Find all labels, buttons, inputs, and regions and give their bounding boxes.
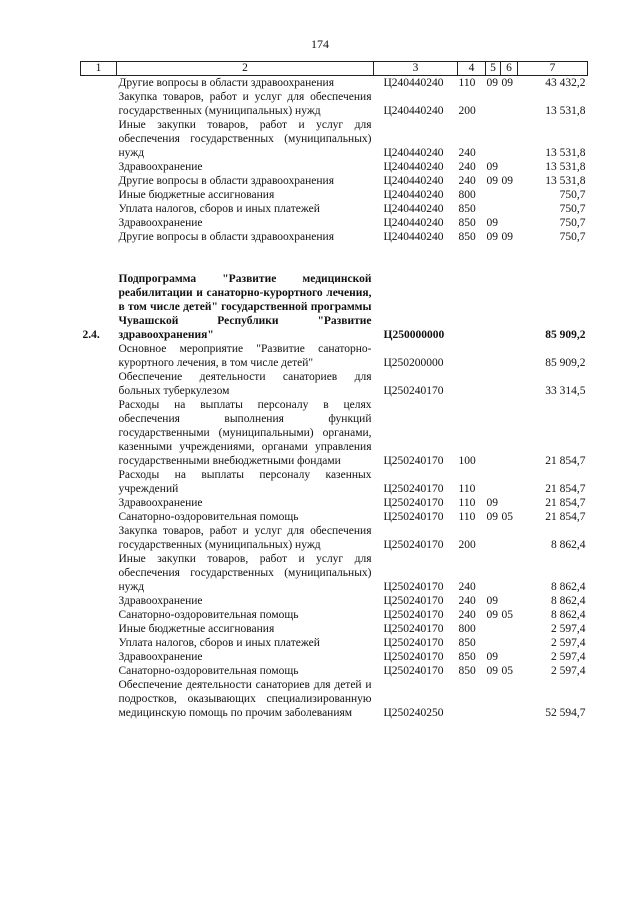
row-section [486,552,501,594]
budget-table [80,61,588,720]
row-subsection [501,118,518,160]
table-row [81,608,588,622]
row-subsection [501,342,518,370]
row-amount: 21 854,7 [545,455,586,467]
row-section: 09 [486,497,498,509]
row-target-code: Ц240440240 [383,147,444,159]
row-expense-type: 110 [458,497,476,509]
row-amount: 750,7 [559,231,586,243]
row-expense-type: 800 [458,189,476,201]
row-section [486,524,501,552]
row-target-code: Ц250240170 [383,623,444,635]
row-description: Расходы на выплаты персоналу в целях обеспечения выполнения функций государственными (муниципальными) органами, казенными учреждениями, органами управления государственными внебюджетными фондами [118,399,372,467]
row-number [81,650,117,664]
row-target-code: Ц250240170 [383,385,444,397]
row-description: Здравоохранение [118,651,203,663]
row-amount: 8 862,4 [551,595,586,607]
row-subsection [501,650,518,664]
row-description: Другие вопросы в области здравоохранения [118,77,334,89]
row-amount: 750,7 [559,217,586,229]
row-number [81,552,117,594]
row-section: 09 [486,651,498,663]
row-amount: 21 854,7 [545,483,586,495]
row-amount: 13 531,8 [545,161,586,173]
row-section [486,202,501,216]
row-target-code: Ц240440240 [383,175,444,187]
row-amount: 21 854,7 [545,511,586,523]
header-cell: 2 [117,62,374,76]
row-number [81,160,117,174]
row-section [486,678,501,720]
row-target-code: Ц250000000 [383,329,445,341]
row-amount: 2 597,4 [551,665,586,677]
table-row [81,76,588,91]
row-subsection [501,496,518,510]
row-section [486,398,501,468]
row-subsection [501,468,518,496]
table-row [81,496,588,510]
row-subsection [501,622,518,636]
row-description: Закупка товаров, работ и услуг для обеспечения государственных (муниципальных) нужд [118,525,372,551]
row-target-code: Ц250240170 [383,637,444,649]
row-section [486,468,501,496]
row-number [81,398,117,468]
row-description: Санаторно-оздоровительная помощь [118,511,299,523]
row-expense-type: 850 [458,231,476,243]
row-amount: 85 909,2 [545,357,586,369]
header-cell: 3 [374,62,458,76]
row-number [81,608,117,622]
row-expense-type: 240 [458,161,476,173]
row-number [81,664,117,678]
row-number [81,76,117,91]
table-row [81,188,588,202]
row-target-code: Ц240440240 [383,189,444,201]
row-target-code: Ц250240170 [383,497,444,509]
row-section: 09 [486,77,498,89]
row-expense-type: 110 [458,483,476,495]
row-target-code: Ц240440240 [383,161,444,173]
table-row [81,118,588,160]
table-row [81,230,588,244]
row-amount: 85 909,2 [545,329,586,341]
header-cell: 7 [518,62,588,76]
table-row [81,622,588,636]
row-amount: 43 432,2 [545,77,586,89]
row-description: Иные бюджетные ассигнования [118,189,275,201]
row-amount: 8 862,4 [551,581,586,593]
table-row [81,468,588,496]
row-target-code: Ц240440240 [383,231,444,243]
row-target-code: Ц250240170 [383,483,444,495]
row-subsection [501,216,518,230]
table-row [81,90,588,118]
row-expense-type: 850 [458,217,476,229]
row-section: 09 [486,175,498,187]
row-description: Уплата налогов, сборов и иных платежей [118,203,320,215]
row-target-code: Ц240440240 [383,203,444,215]
row-target-code: Ц250240170 [383,595,444,607]
row-number [81,524,117,552]
table-row [81,524,588,552]
row-number [81,370,117,398]
row-section: 09 [486,609,498,621]
row-description: Закупка товаров, работ и услуг для обеспечения государственных (муниципальных) нужд [118,91,372,117]
row-number [81,216,117,230]
row-target-code: Ц250240170 [383,455,444,467]
row-subsection [501,272,518,342]
table-row [81,370,588,398]
row-expense-type [458,370,486,398]
table-row [81,272,588,342]
row-expense-type: 850 [458,665,476,677]
row-target-code: Ц250240250 [383,707,444,719]
table-row [81,342,588,370]
row-subsection: 09 [501,175,513,187]
row-subsection [501,636,518,650]
row-subsection [501,678,518,720]
row-amount: 13 531,8 [545,147,586,159]
row-expense-type: 240 [458,175,476,187]
table-row [81,664,588,678]
row-description: Другие вопросы в области здравоохранения [118,231,334,243]
row-amount: 2 597,4 [551,651,586,663]
row-number [81,90,117,118]
table-row [81,202,588,216]
row-description: Здравоохранение [118,217,203,229]
row-number [81,230,117,244]
table-row [81,174,588,188]
row-target-code: Ц250240170 [383,609,444,621]
row-expense-type: 240 [458,609,476,621]
row-number [81,594,117,608]
row-expense-type: 240 [458,147,476,159]
row-target-code: Ц250240170 [383,651,444,663]
row-target-code: Ц250200000 [383,357,444,369]
row-number [81,174,117,188]
row-amount: 21 854,7 [545,497,586,509]
header-cell: 6 [501,62,518,76]
row-section [486,90,501,118]
row-target-code: Ц240440240 [383,217,444,229]
row-amount: 750,7 [559,203,586,215]
row-expense-type: 240 [458,595,476,607]
row-number: 2.4. [82,329,100,341]
row-expense-type: 240 [458,581,476,593]
row-expense-type: 850 [458,637,476,649]
row-amount: 33 314,5 [545,385,586,397]
row-expense-type: 800 [458,623,476,635]
row-section [486,636,501,650]
row-description: Здравоохранение [118,497,203,509]
row-section: 09 [486,217,498,229]
row-description: Здравоохранение [118,161,203,173]
row-description: Обеспечение деятельности санаториев для больных туберкулезом [118,371,372,397]
row-number [81,342,117,370]
row-subsection: 05 [501,665,513,677]
row-target-code: Ц240440240 [383,105,444,117]
row-amount: 52 594,7 [545,707,586,719]
row-target-code: Ц250240170 [383,665,444,677]
table-row [81,678,588,720]
table-row [81,650,588,664]
row-expense-type: 200 [458,539,476,551]
row-description: Санаторно-оздоровительная помощь [118,665,299,677]
row-number [81,188,117,202]
row-section: 09 [486,161,498,173]
row-expense-type [458,342,486,370]
row-number [81,496,117,510]
row-amount: 2 597,4 [551,623,586,635]
row-amount: 2 597,4 [551,637,586,649]
row-target-code: Ц250240170 [383,511,444,523]
row-description: Обеспечение деятельности санаториев для детей и подростков, оказывающих специализированную медицинскую помощь по прочим заболеваниям [118,679,372,719]
row-expense-type: 100 [458,455,476,467]
row-subsection [501,370,518,398]
row-subsection [501,594,518,608]
table-header [81,62,588,76]
row-description: Иные закупки товаров, работ и услуг для обеспечения государственных (муниципальных) нужд [118,553,372,593]
row-number [81,636,117,650]
row-number [81,118,117,160]
header-cell: 5 [486,62,501,76]
row-expense-type: 110 [458,511,476,523]
row-expense-type: 110 [458,77,476,89]
row-number [81,202,117,216]
row-amount: 8 862,4 [551,539,586,551]
row-description: Иные закупки товаров, работ и услуг для обеспечения государственных (муниципальных) нужд [118,119,372,159]
table-row [81,216,588,230]
row-target-code: Ц250240170 [383,539,444,551]
page-number: 174 [311,37,329,51]
row-subsection: 09 [501,77,513,89]
table-row [81,594,588,608]
table-body [81,76,588,721]
row-section [486,188,501,202]
row-subsection [501,524,518,552]
row-amount: 750,7 [559,189,586,201]
table-row [81,636,588,650]
row-description: Основное мероприятие "Развитие санаторно-курортного лечения, в том числе детей" [118,343,372,369]
row-section: 09 [486,231,498,243]
row-number [81,510,117,524]
row-subsection: 05 [501,511,513,523]
row-section: 09 [486,595,498,607]
row-amount: 13 531,8 [545,105,586,117]
table-row [81,510,588,524]
row-description: Санаторно-оздоровительная помощь [118,609,299,621]
row-number [81,468,117,496]
row-number [81,622,117,636]
row-expense-type [458,272,486,342]
row-number [81,678,117,720]
table-spacer-row [81,244,588,272]
row-section: 09 [486,511,498,523]
table-row [81,160,588,174]
row-description: Уплата налогов, сборов и иных платежей [118,637,320,649]
row-section [486,622,501,636]
row-subsection [501,90,518,118]
spacer-cell [81,244,588,272]
row-expense-type: 850 [458,651,476,663]
row-expense-type: 200 [458,105,476,117]
table-row [81,552,588,594]
row-description: Другие вопросы в области здравоохранения [118,175,334,187]
row-subsection [501,202,518,216]
table-row [81,398,588,468]
row-description: Здравоохранение [118,595,203,607]
row-description: Подпрограмма "Развитие медицинской реабилитации и санаторно-курортного лечения, в том числе детей" государственной программы Чувашской Республики "Развитие здравоохранения" [118,273,372,341]
row-section [486,272,501,342]
row-target-code: Ц250240170 [383,581,444,593]
row-amount: 8 862,4 [551,609,586,621]
header-cell: 4 [458,62,486,76]
row-section [486,370,501,398]
row-description: Расходы на выплаты персоналу казенных учреждений [118,469,372,495]
row-section [486,118,501,160]
row-subsection [501,160,518,174]
row-expense-type: 850 [458,203,476,215]
row-section: 09 [486,665,498,677]
row-expense-type [458,678,486,720]
row-subsection: 05 [501,609,513,621]
row-amount: 13 531,8 [545,175,586,187]
header-cell: 1 [81,62,117,76]
row-subsection [501,188,518,202]
row-description: Иные бюджетные ассигнования [118,623,275,635]
row-section [486,342,501,370]
row-subsection: 09 [501,231,513,243]
row-subsection [501,552,518,594]
row-subsection [501,398,518,468]
row-target-code: Ц240440240 [383,77,444,89]
